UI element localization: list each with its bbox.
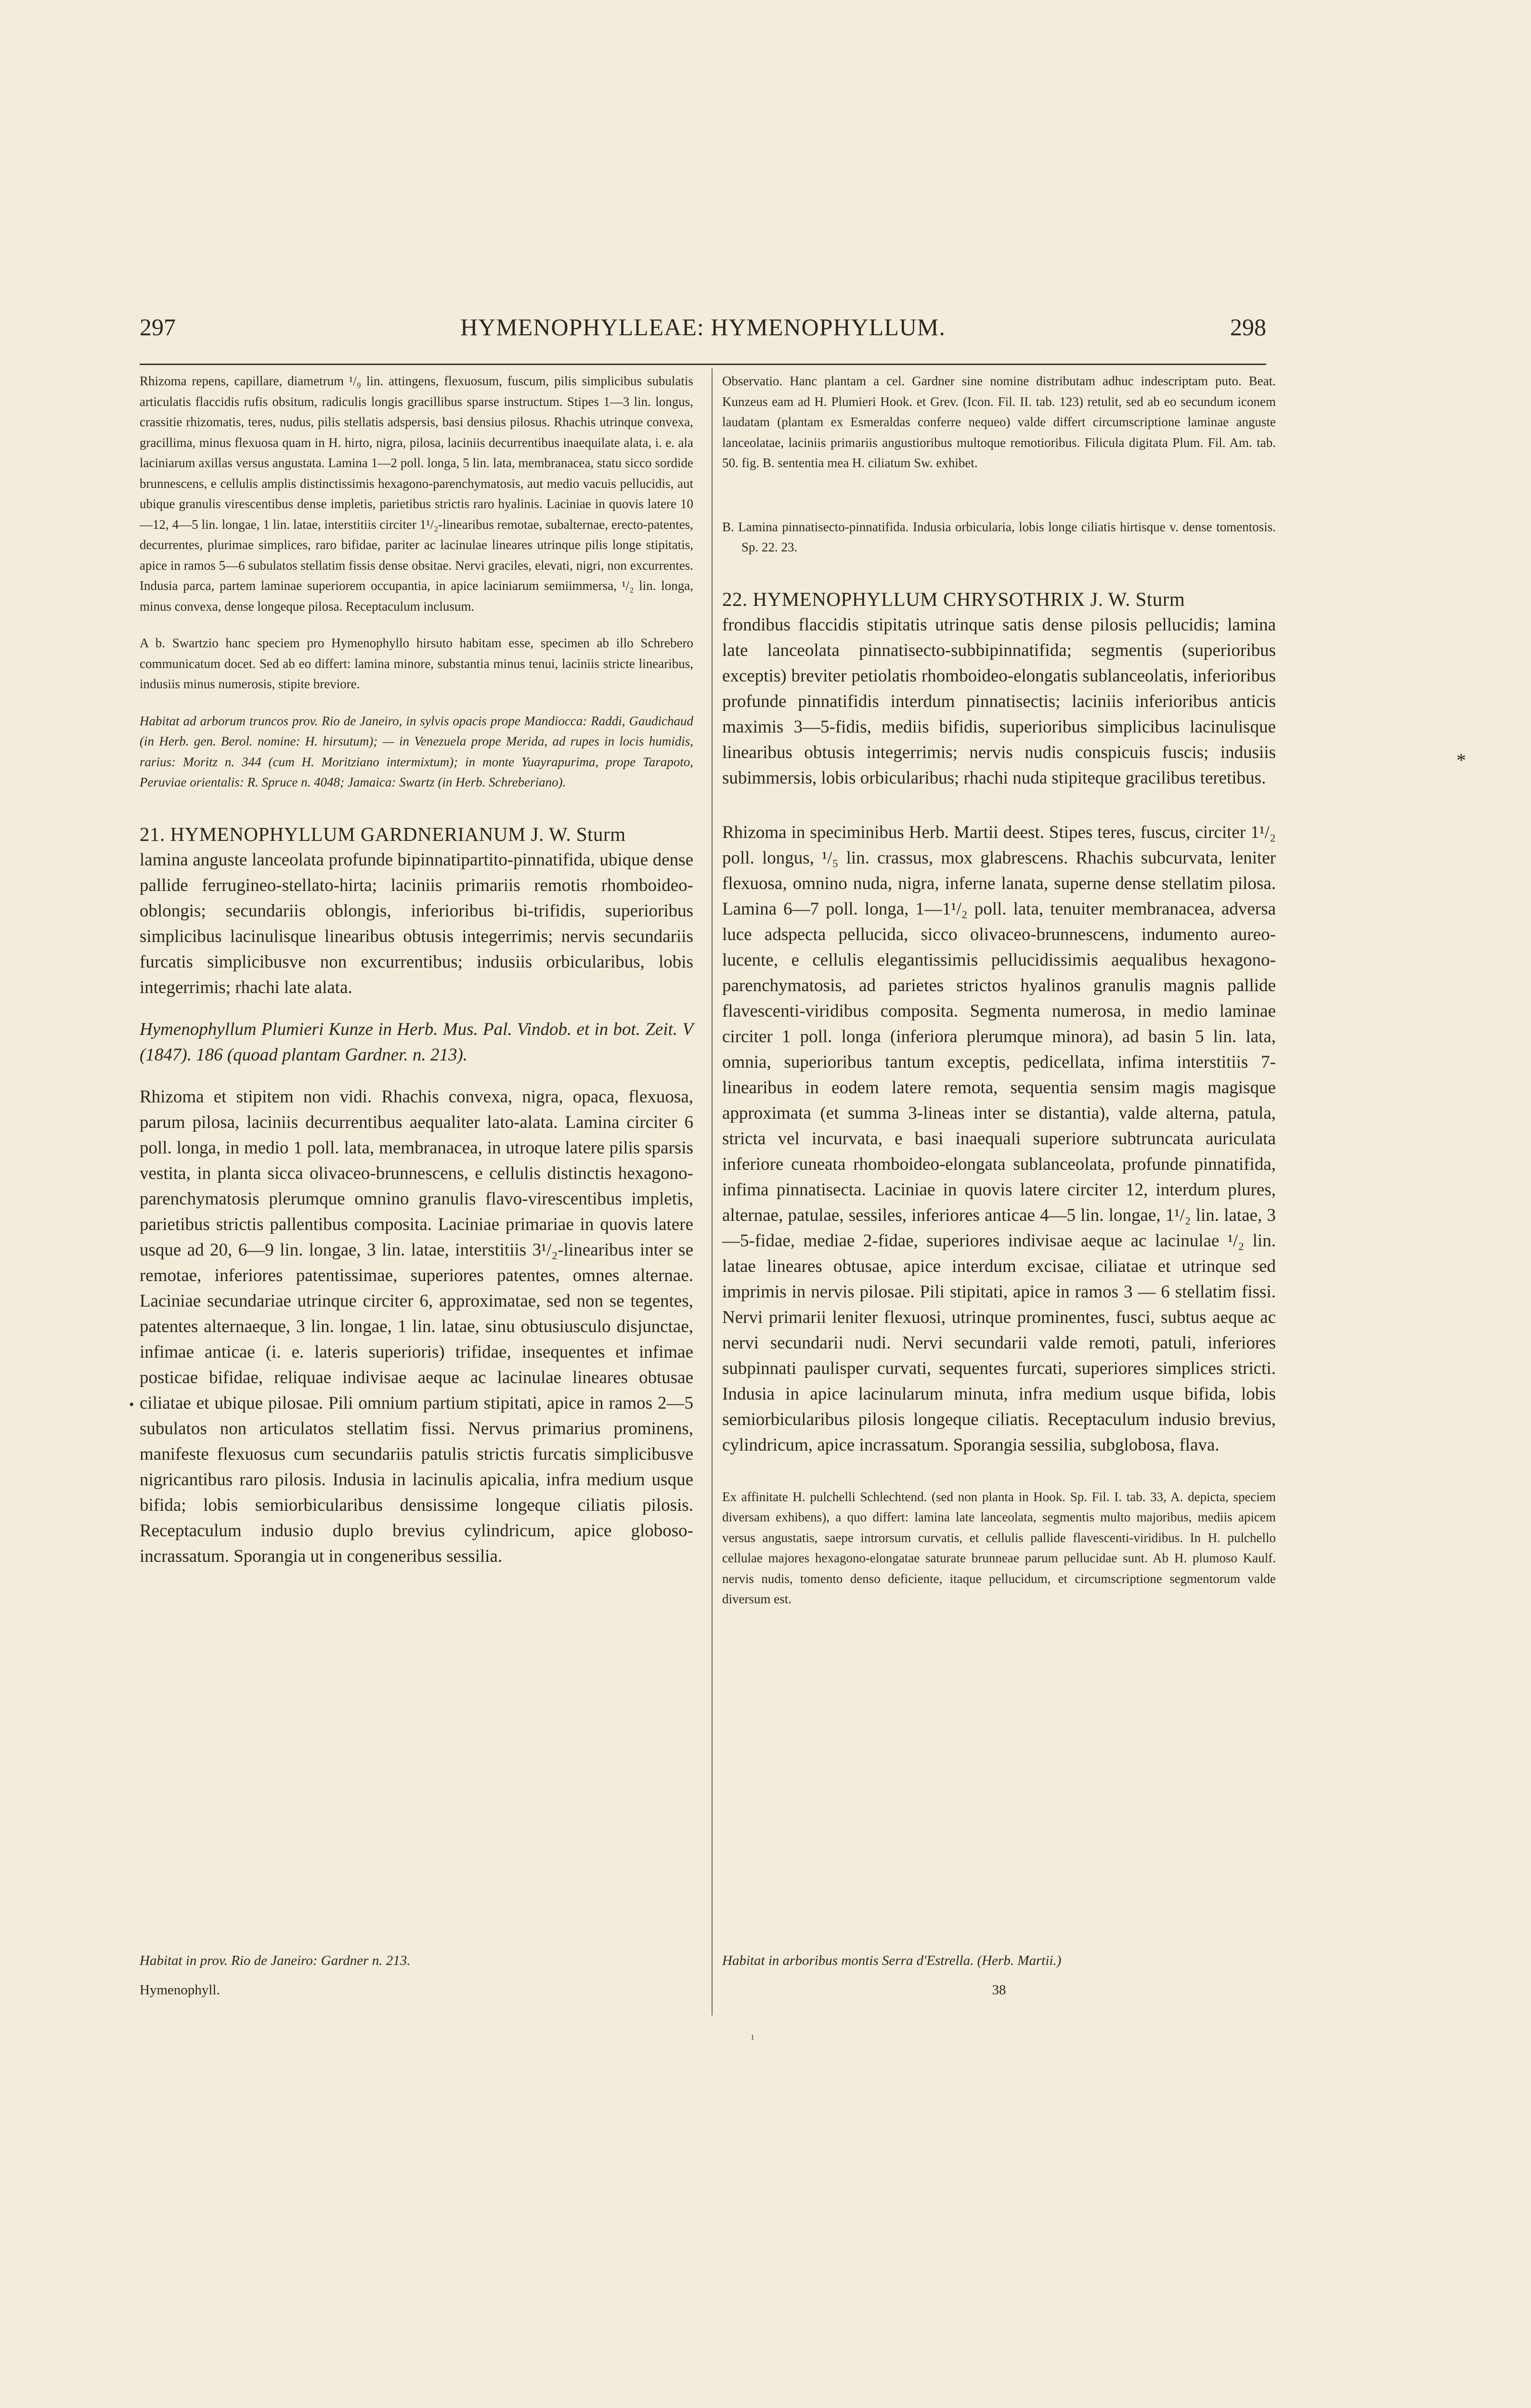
species-heading-21: 21. HYMENOPHYLLUM GARDNERIANUM J. W. Sturm (140, 823, 626, 845)
paragraph-habitat: Habitat ad arborum truncos prov. Rio de Janeiro, in sylvis opacis prope Mandiocca: Raddi, Gaudichaud (in Herb. gen. Berol. nomine: H. hirsutum); — in Venezuela prope Merida, ad rupes in locis humidis, rarius: Moritz n. 344 (cum H. Moritziano intermixtum); in monte Yuayrapurima, prope Tarapoto, Peruviae orientalis: R. Spruce n. 4048; Jamaica: Swartz (in Herb. Schreberiano). (140, 713, 693, 789)
species-heading-22: 22. HYMENOPHYLLUM CHRYSOTHRIX J. W. Sturm (722, 588, 1185, 610)
signature-mark: Hymenophyll. (140, 1982, 220, 1998)
habitat-21: Habitat in prov. Rio de Janeiro: Gardner n. 213. (140, 1953, 411, 1968)
margin-dot: • (129, 1397, 134, 1413)
description-22: Rhizoma in speciminibus Herb. Martii deest. Stipes teres, fuscus, circiter 1¹/₂ poll. longus, ¹/₅ lin. crassus, mox glabrescens. Rhachis subcurvata, leniter flexuosa, omnino nuda, nigra, inferne lanata, superne dense stellatim pilosa. Lamina 6—7 poll. longa, 1—1¹/₂ poll. lata, tenuiter membranacea, adversa luce adspecta pellucida, sicco olivaceo-brunnescens, indumento aureo-lucente, e cellulis elegantissimis pellucidissimis aequalibus hexagono-parenchymatosis, ad parietes strictos hyalinos granulis magnis pallide flavescenti-viridibus composita. Segmenta numerosa, in medio laminae circiter 1 poll. longa (inferiora plerumque minora), ad basin 5 lin. lata, omnia, superioribus tantum exceptis, pedicellata, infima interstitiis 7-linearibus in eodem latere remota, sequentia sensim magis magisque approximata (et summa 3-lineas inter se distantia), valde alterna, patula, stricta vel incurvata, e basi inaequali superiore subtruncata auriculata inferiore cuneata rhomboideo-elongata sublanceolata, profunde pinnatifida, infima pinnatisecta. Laciniae in quovis latere circiter 12, interdum plures, alternae, patulae, sessiles, inferiores anticae 4—5 lin. longae, 1¹/₂ lin. latae, 3—5-fidae, mediae 2-fidae, superiores indivisae aeque ac lacinulae ¹/₂ lin. latae lineares obtusae, apice interdum excisae, ciliatae et utrinque sed imprimis in nervis pilosae. Pili stipitati, apice in ramos 3 — 6 stellatim fissi. Nervi primarii leniter flexuosi, utrinque prominentes, fusci, subtus aeque ac nervi secundarii nudi. Nervi secundarii valde remoti, patuli, inferiores subpinnati paulisper curvati, sequentes furcati, superiores simplices stricti. Indusia in apice lacinularum minuta, infra medium usque bifida, lobis semiorbicularibus pilosis longeque ciliatis. Receptaculum indusio brevius, cylindricum, apice incrassatum. Sporangia sessilia, subglobosa, flava. (722, 822, 1276, 1455)
left-column (140, 371, 693, 1569)
observatio: Observatio. Hanc plantam a cel. Gardner sine nomine distributam adhuc indescriptam puto. Beat. Kunzeus eam ad H. Plumieri Hook. et Grev. (Icon. Fil. II. tab. 123) retulit, sed ab eo secundum iconem laudatam (plantam ex Esmeraldas conferre nequeo) valde differt circumscriptione laminae anguste lanceolatae, laciniis primariis angustioribus multoque remotioribus. Filicula digitata Plum. Fil. Am. tab. 50. fig. B. sententia mea H. ciliatum Sw. exhibet. (722, 374, 1276, 470)
margin-star: * (1456, 749, 1466, 771)
description-21: Rhizoma et stipitem non vidi. Rhachis convexa, nigra, opaca, flexuosa, parum pilosa, laciniis decurrentibus aequaliter lato-alata. Lamina circiter 6 poll. longa, in medio 1 poll. lata, membranacea, in utroque latere pilis sparsis vestita, in planta sicca olivaceo-brunnescens, e cellulis distinctis hexagono-parenchymatosis plerumque omnino granulis flavo-virescentibus impletis, parietibus strictis pallentibus composita. Laciniae primariae in quovis latere usque ad 20, 6—9 lin. longae, 3 lin. latae, interstitiis 3¹/₂-linearibus inter se remotae, inferiores patentissimae, superiores patentes, omnes alternae. Laciniae secundariae utrinque circiter 6, approximatae, sed non se tegentes, patentes alternaeque, 3 lin. longae, 1 lin. latae, sinu obtusiusculo disjunctae, infimae anticae (i. e. lateris superioris) trifidae, insequentes et infimae posticae bifidae, reliquae indivisae aeque ac lacinulae lineares obtusae ciliatae et ubique pilosae. Pili omnium partium stipitati, apice in ramos 2—5 subulatos non articulatos stellatim fissi. Nervus primarius prominens, manifeste flexuosus cum secundariis patulis strictis furcatis simplicibusve nigricantibus raro pilosis. Indusia in lacinulis apicalia, infra medium usque bifida; lobis semiorbicularibus densissime longeque ciliatis pilosis. Receptaculum indusio duplo brevius cylindricum, apice globoso-incrassatum. Sporangia ut in congeneribus sessilia. (140, 1086, 693, 1566)
footer-left (140, 1953, 693, 2012)
page-number-left: 297 (140, 314, 176, 340)
habitat-22: Habitat in arboribus montis Serra d'Estrella. (Herb. Martii.) (722, 1953, 1062, 1968)
footer-right (722, 1953, 1276, 2012)
page-number-right: 298 (1230, 314, 1266, 340)
paragraph-rhizoma: Rhizoma repens, capillare, diametrum ¹/₉ lin. attingens, flexuosum, fuscum, pilis simplicibus subulatis articulatis flaccidis rufis obsitum, radiculis longis gracillibus sparse instructum. Stipes 1—3 lin. longus, crassitie rhizomatis, teres, nudus, pilis stellatis adspersis, basi densius pilosus. Rhachis utrinque convexa, gracillima, minus flexuosa quam in H. hirto, nigra, pilosa, laciniis decurrentibus inaequilate alata, i. e. ala laciniarum axillas versus angustata. Lamina 1—2 poll. longa, 5 lin. lata, membranacea, statu sicco sordide brunnescens, e cellulis amplis distinctissimis hexagono-parenchymatosis, aut medio vacuis pellucidis, aut ubique granulis virescentibus dense impletis, parietibus strictis raro hyalinis. Laciniae in quovis latere 10—12, 4—5 lin. longae, 1 lin. latae, interstitiis circiter 1¹/₂-linearibus remotae, subalternae, erecto-patentes, decurrentes, plurimae simplices, raro bifidae, pariter ac lacinulae lineares utrinque pilis longe stipitatis, apice in ramos 5—6 subulatos stellatim fissis dense obsitae. Nervi graciles, elevati, nigri, non excurrentes. Indusia parca, partem laminae superiorem occupantia, in apice laciniarum semiimmersa, ¹/₂ lin. longa, minus convexa, dense longeque pilosa. Receptaculum inclusum. (140, 374, 693, 614)
running-title: HYMENOPHYLLEAE: HYMENOPHYLLUM. (460, 314, 946, 340)
diagnosis-21: lamina anguste lanceolata profunde bipinnatipartito-pinnatifida, ubique dense pallide ferrugineo-stellato-hirta; laciniis primariis remotis rhomboideo-oblongis; secundariis oblongis, inferioribus bi-trifidis, superioribus simplicibus lacinulisque linearibus obtusis integerrimis; nervis secundariis furcatis simplicibusve non excurrentibus; indusiis orbicularibus, lobis integerrimis; rhachi late alata. (140, 850, 693, 997)
header-rule (140, 364, 1266, 365)
column-divider (712, 368, 713, 2015)
synonym-21: Hymenophyllum Plumieri Kunze in Herb. Mus. Pal. Vindob. et in bot. Zeit. V (1847). 186 (quoad plantam Gardner. n. 213). (140, 1019, 693, 1065)
paragraph-swartz-note: A b. Swartzio hanc speciem pro Hymenophyllo hirsuto habitam esse, specimen ab illo Schrebero communicatum docet. Sed ab eo differt: lamina minore, substantia minus tenui, laciniis stricte linearibus, indusiis minus numerosis, stipite breviore. (140, 636, 693, 691)
affinity-note: Ex affinitate H. pulchelli Schlechtend. (sed non planta in Hook. Sp. Fil. I. tab. 33, A. depicta, speciem diversam exhibens), a quo differt: lamina late lanceolata, segmentis multo majoribus, mediis apicem versus angustatis, saepe introrsum curvatis, et cellulis pallide flavescenti-viridibus. In H. pulchello cellulae majores hexagono-elongatae saturate brunneae parum pellucidae sunt. Ab H. plumoso Kaulf. nervis nudis, tomento denso deficiente, itaque pellucidum, et circumscriptione segmentorum valde diversum est. (722, 1489, 1276, 1606)
diagnosis-22: frondibus flaccidis stipitatis utrinque satis dense pilosis pellucidis; lamina late lanceolata pinnatisecto-subbipinnatifida; segmentis (superioribus exceptis) breviter petiolatis rhomboideo-elongatis sublanceolatis, inferioribus profunde pinnatifidis interdum pinnatisectis; laciniis inferioribus anticis maximis 3—5-fidis, mediis bifidis, superioribus simplicibus lacinulisque linearibus obtusis integerrimis; nervis nudis conspicuis fuscis; indusiis subimmersis, lobis orbicularibus; rhachi nuda stipiteque gracilibus teretibus. (722, 615, 1276, 788)
page-header (140, 313, 1266, 356)
key-section-b: B. Lamina pinnatisecto-pinnatifida. Indusia orbicularia, lobis longe ciliatis hirtisque v. dense tomentosis. Sp. 22. 23. (722, 519, 1276, 554)
sheet-number: 38 (992, 1982, 1006, 1998)
right-column (722, 371, 1276, 1610)
center-tick: ı (751, 2030, 754, 2042)
